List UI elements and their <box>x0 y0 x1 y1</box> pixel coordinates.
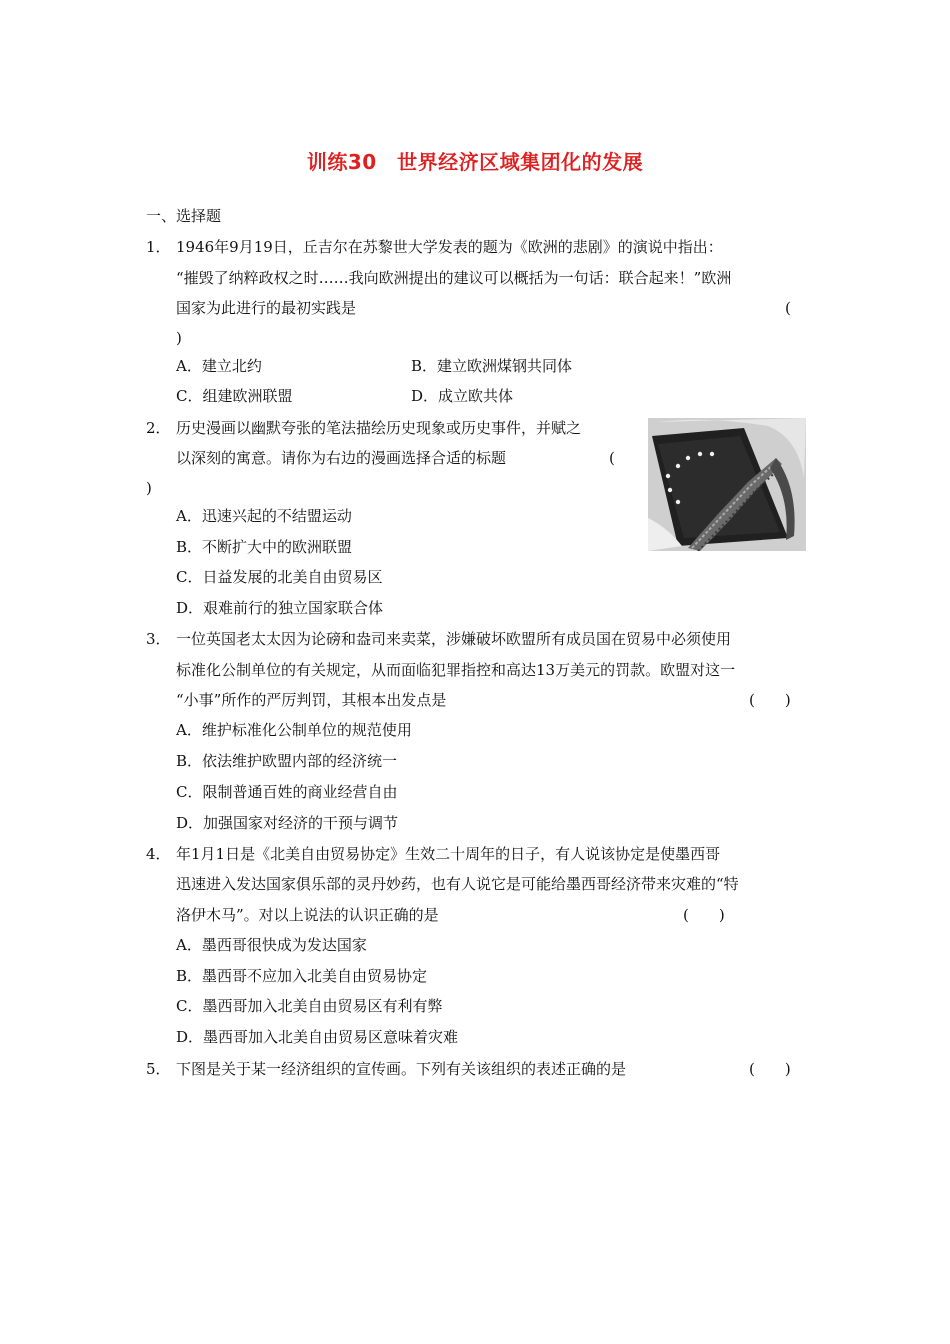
question-5-line-1: 下图是关于某一经济组织的宣传画。下列有关该组织的表述正确的是 <box>176 1060 627 1078</box>
question-4-line-3: 洛伊木马”。对以上说法的认识正确的是 <box>176 906 439 924</box>
question-3-line-1: 一位英国老太太因为论磅和盎司来卖菜，涉嫌破坏欧盟所有成员国在贸易中必须使用 <box>176 630 732 648</box>
question-4-line-2: 迅速进入发达国家俱乐部的灵丹妙药，也有人说它是可能给墨西哥经济带来灾难的“特 <box>176 875 739 893</box>
question-4-option-c: C．墨西哥加入北美自由贸易区有利有弊 <box>176 997 443 1015</box>
question-1-option-c: C．组建欧洲联盟 <box>176 387 293 405</box>
question-2-option-b: B．不断扩大中的欧洲联盟 <box>176 538 353 556</box>
question-4-option-d: D．墨西哥加入北美自由贸易区意味着灾难 <box>176 1028 459 1046</box>
question-2-line-2: 以深刻的寓意。请你为右边的漫画选择合适的标题 <box>176 449 507 467</box>
question-3-answer-paren: ( ) <box>749 691 791 709</box>
question-2-number: 2． <box>146 419 171 437</box>
question-3-number: 3． <box>146 630 171 648</box>
question-3-line-2: 标准化公制单位的有关规定，从而面临犯罪指控和高达13万美元的罚款。欧盟对这一 <box>176 661 736 679</box>
question-1-line-1: 1946年9月19日，丘吉尔在苏黎世大学发表的题为《欧洲的悲剧》的演说中指出： <box>176 238 723 256</box>
question-1-number: 1． <box>146 238 171 256</box>
question-1-line-3: 国家为此进行的最初实践是 <box>176 299 357 317</box>
question-2-line-1: 历史漫画以幽默夸张的笔法描绘历史现象或历史事件，并赋之 <box>176 419 582 437</box>
question-3-option-b: B．依法维护欧盟内部的经济统一 <box>176 752 398 770</box>
question-2-option-c: C．日益发展的北美自由贸易区 <box>176 568 383 586</box>
question-1-option-a: A．建立北约 <box>176 357 262 375</box>
question-5-answer-paren: ( ) <box>749 1060 791 1078</box>
question-1-answer-paren-open: ( <box>785 299 791 317</box>
question-2-answer-paren-close: ) <box>146 479 152 497</box>
question-3-option-a: A．维护标准化公制单位的规范使用 <box>176 721 412 739</box>
question-4-option-b: B．墨西哥不应加入北美自由贸易协定 <box>176 967 428 985</box>
question-5-number: 5． <box>146 1060 171 1078</box>
question-1-option-d: D．成立欧共体 <box>411 387 514 405</box>
question-2-option-d: D．艰难前行的独立国家联合体 <box>176 599 384 617</box>
section-heading: 一、选择题 <box>146 207 222 225</box>
page-title: 训练30 世界经济区域集团化的发展 <box>306 150 644 174</box>
eu-cartoon-image <box>648 418 806 551</box>
question-3-option-c: C．限制普通百姓的商业经营自由 <box>176 783 398 801</box>
question-3-option-d: D．加强国家对经济的干预与调节 <box>176 814 399 832</box>
question-4-option-a: A．墨西哥很快成为发达国家 <box>176 936 367 954</box>
question-1-option-b: B．建立欧洲煤钢共同体 <box>411 357 573 375</box>
question-3-line-3: “小事”所作的严厉判罚，其根本出发点是 <box>176 691 447 709</box>
question-2-answer-paren-open: ( <box>609 449 615 467</box>
question-1-line-2: “摧毁了纳粹政权之时……我向欧洲提出的建议可以概括为一句话：联合起来！”欧洲 <box>176 269 732 287</box>
question-4-answer-paren: ( ) <box>683 906 725 924</box>
question-4-line-1: 年1月1日是《北美自由贸易协定》生效二十周年的日子，有人说该协定是使墨西哥 <box>176 845 721 863</box>
question-4-number: 4． <box>146 845 171 863</box>
question-2-option-a: A．迅速兴起的不结盟运动 <box>176 507 352 525</box>
question-1-answer-paren-close: ) <box>176 329 182 347</box>
